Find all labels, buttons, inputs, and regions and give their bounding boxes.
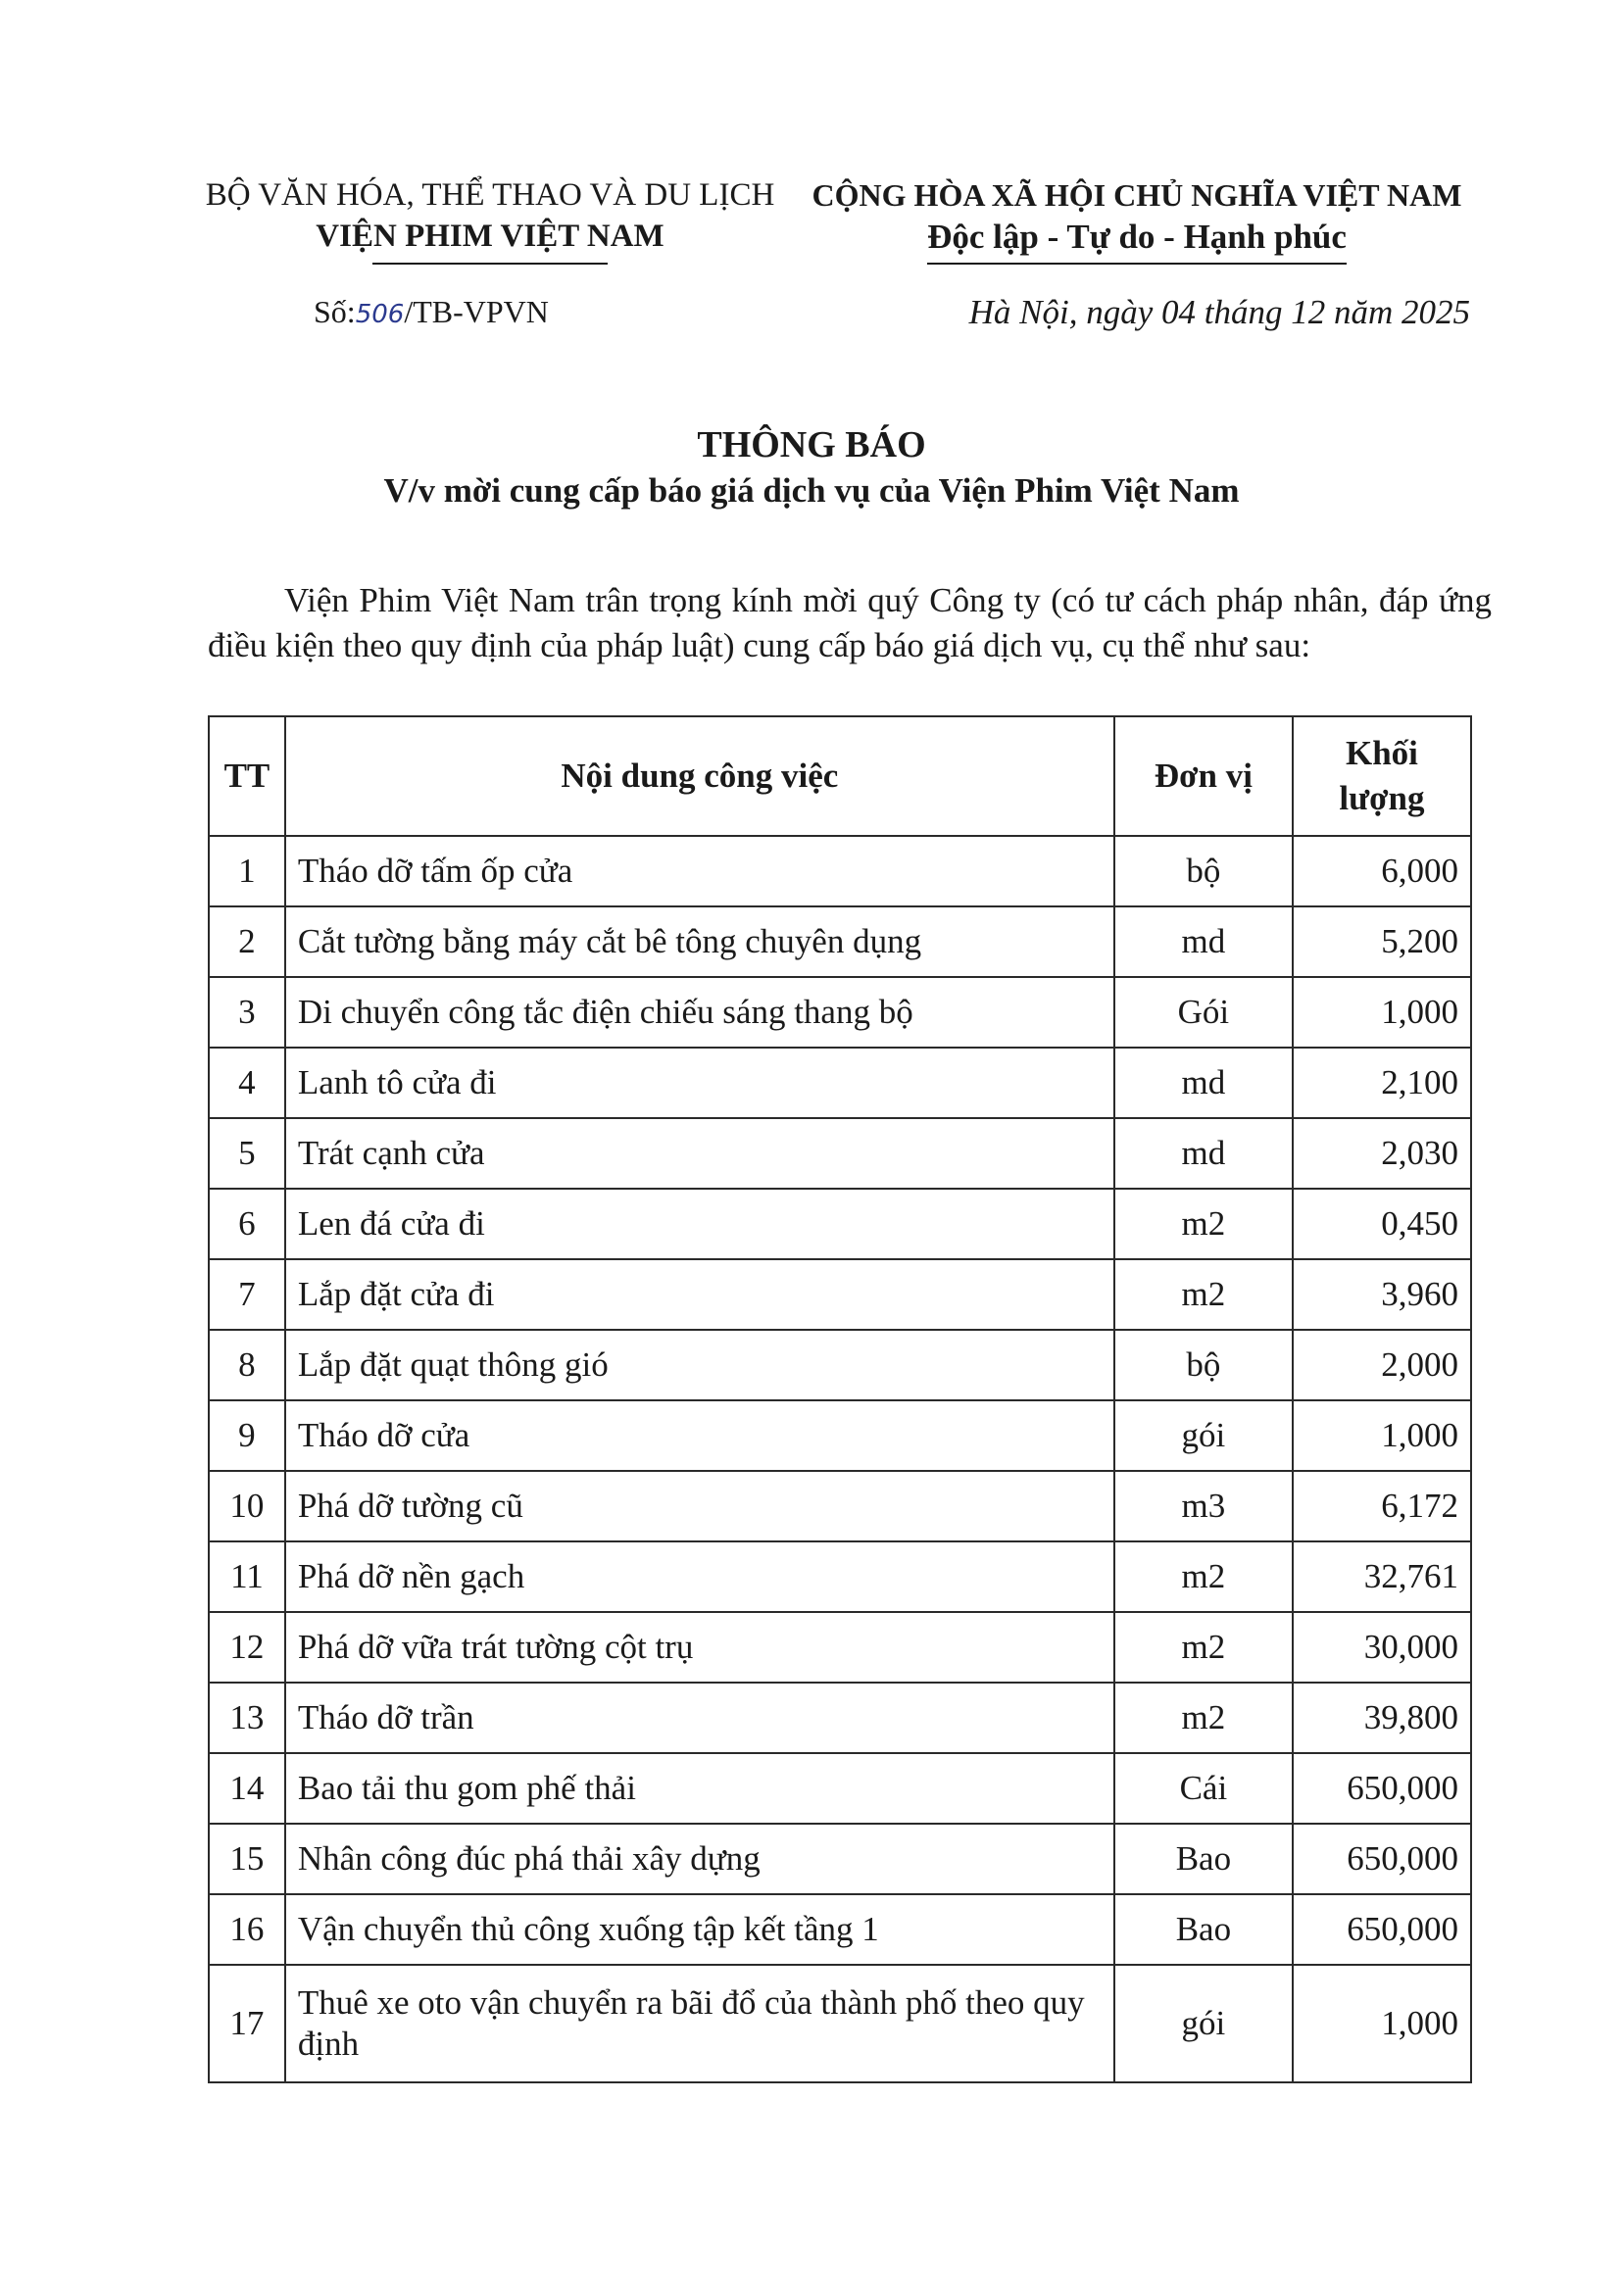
document-subject: V/v mời cung cấp báo giá dịch vụ của Viện Phim Việt Nam <box>383 471 1240 510</box>
cell-tt: 11 <box>209 1541 285 1612</box>
cell-tt: 13 <box>209 1683 285 1753</box>
cell-unit: m2 <box>1114 1259 1293 1330</box>
document-number-handwritten: 506 <box>355 300 405 329</box>
cell-unit: m3 <box>1114 1471 1293 1541</box>
cell-qty: 30,000 <box>1293 1612 1471 1683</box>
table-row <box>209 1400 1471 1471</box>
cell-qty: 3,960 <box>1293 1259 1471 1330</box>
cell-content: Thuê xe oto vận chuyển ra bãi đổ của thành phố theo quy định <box>285 1965 1114 2082</box>
cell-qty: 1,000 <box>1293 1400 1471 1471</box>
document-number-suffix: /TB-VPVN <box>404 294 549 329</box>
cell-unit: m2 <box>1114 1612 1293 1683</box>
cell-unit: Cái <box>1114 1753 1293 1824</box>
table-row <box>209 1753 1471 1824</box>
table-row <box>209 1048 1471 1118</box>
cell-tt: 2 <box>209 906 285 977</box>
table-row <box>209 836 1471 906</box>
cell-unit: Bao <box>1114 1894 1293 1965</box>
header-tt: TT <box>209 716 285 836</box>
cell-unit: md <box>1114 906 1293 977</box>
cell-unit: Gói <box>1114 977 1293 1048</box>
cell-unit: md <box>1114 1048 1293 1118</box>
institute-name: VIỆN PHIM VIỆT NAM <box>316 219 664 254</box>
cell-content: Tháo dỡ tấm ốp cửa <box>285 836 1114 906</box>
cell-qty: 1,000 <box>1293 977 1471 1048</box>
cell-tt: 7 <box>209 1259 285 1330</box>
cell-qty: 2,000 <box>1293 1330 1471 1400</box>
work-items-table <box>208 715 1472 2083</box>
cell-tt: 9 <box>209 1400 285 1471</box>
cell-unit: m2 <box>1114 1189 1293 1259</box>
header-content: Nội dung công việc <box>285 716 1114 836</box>
table-row <box>209 977 1471 1048</box>
cell-tt: 12 <box>209 1612 285 1683</box>
nation-name: CỘNG HÒA XÃ HỘI CHỦ NGHĨA VIỆT NAM <box>812 177 1462 213</box>
table-row <box>209 906 1471 977</box>
cell-qty: 650,000 <box>1293 1753 1471 1824</box>
table-row <box>209 1965 1471 2082</box>
cell-content: Trát cạnh cửa <box>285 1118 1114 1189</box>
cell-qty: 1,000 <box>1293 1965 1471 2082</box>
cell-tt: 16 <box>209 1894 285 1965</box>
cell-tt: 3 <box>209 977 285 1048</box>
cell-content: Phá dỡ tường cũ <box>285 1471 1114 1541</box>
cell-unit: gói <box>1114 1965 1293 2082</box>
cell-qty: 32,761 <box>1293 1541 1471 1612</box>
document-title-block <box>0 421 1623 513</box>
cell-content: Di chuyển công tắc điện chiếu sáng thang bộ <box>285 977 1114 1048</box>
table-row <box>209 1824 1471 1894</box>
cell-content: Bao tải thu gom phế thải <box>285 1753 1114 1824</box>
table-row <box>209 1612 1471 1683</box>
cell-qty: 650,000 <box>1293 1824 1471 1894</box>
cell-unit: bộ <box>1114 1330 1293 1400</box>
cell-unit: m2 <box>1114 1541 1293 1612</box>
cell-unit: m2 <box>1114 1683 1293 1753</box>
cell-unit: Bao <box>1114 1824 1293 1894</box>
cell-content: Len đá cửa đi <box>285 1189 1114 1259</box>
table-row <box>209 1118 1471 1189</box>
cell-tt: 10 <box>209 1471 285 1541</box>
header-qty: Khối lượng <box>1293 716 1471 836</box>
cell-qty: 2,100 <box>1293 1048 1471 1118</box>
table-row <box>209 1541 1471 1612</box>
cell-content: Nhân công đúc phá thải xây dựng <box>285 1824 1114 1894</box>
cell-qty: 650,000 <box>1293 1894 1471 1965</box>
cell-tt: 6 <box>209 1189 285 1259</box>
cell-content: Phá dỡ vữa trát tường cột trụ <box>285 1612 1114 1683</box>
institute-underline <box>372 263 608 265</box>
document-title: THÔNG BÁO <box>697 424 926 465</box>
national-motto: Độc lập - Tự do - Hạnh phúc <box>927 216 1347 265</box>
cell-tt: 14 <box>209 1753 285 1824</box>
cell-qty: 6,172 <box>1293 1471 1471 1541</box>
cell-tt: 17 <box>209 1965 285 2082</box>
cell-content: Lắp đặt cửa đi <box>285 1259 1114 1330</box>
cell-tt: 8 <box>209 1330 285 1400</box>
cell-qty: 5,200 <box>1293 906 1471 977</box>
table-row <box>209 1471 1471 1541</box>
cell-tt: 4 <box>209 1048 285 1118</box>
intro-text: Viện Phim Việt Nam trân trọng kính mời quý Công ty (có tư cách pháp nhân, đáp ứng điều kiện theo quy định của pháp luật) cung cấp báo giá dịch vụ, cụ thể như sau: <box>208 581 1492 664</box>
table-row <box>209 1189 1471 1259</box>
table-row <box>209 1894 1471 1965</box>
cell-content: Lanh tô cửa đi <box>285 1048 1114 1118</box>
cell-content: Tháo dỡ cửa <box>285 1400 1114 1471</box>
ministry-name: BỘ VĂN HÓA, THỂ THAO VÀ DU LỊCH <box>205 177 775 213</box>
table-row <box>209 1683 1471 1753</box>
cell-tt: 15 <box>209 1824 285 1894</box>
cell-content: Lắp đặt quạt thông gió <box>285 1330 1114 1400</box>
cell-unit: md <box>1114 1118 1293 1189</box>
cell-content: Phá dỡ nền gạch <box>285 1541 1114 1612</box>
cell-content: Vận chuyển thủ công xuống tập kết tầng 1 <box>285 1894 1114 1965</box>
cell-content: Tháo dỡ trần <box>285 1683 1114 1753</box>
cell-unit: bộ <box>1114 836 1293 906</box>
cell-tt: 1 <box>209 836 285 906</box>
agency-header <box>186 174 794 265</box>
table-row <box>209 1259 1471 1330</box>
cell-content: Cắt tường bằng máy cắt bê tông chuyên dụng <box>285 906 1114 977</box>
table-header-row <box>209 716 1471 836</box>
document-number-prefix: Số: <box>314 294 356 329</box>
document-number <box>314 292 549 334</box>
intro-paragraph <box>208 578 1492 668</box>
national-header <box>794 174 1480 265</box>
table-row <box>209 1330 1471 1400</box>
cell-qty: 2,030 <box>1293 1118 1471 1189</box>
header-unit: Đơn vị <box>1114 716 1293 836</box>
cell-tt: 5 <box>209 1118 285 1189</box>
document-date: Hà Nội, ngày 04 tháng 12 năm 2025 <box>968 293 1470 331</box>
cell-qty: 6,000 <box>1293 836 1471 906</box>
cell-qty: 39,800 <box>1293 1683 1471 1753</box>
cell-unit: gói <box>1114 1400 1293 1471</box>
cell-qty: 0,450 <box>1293 1189 1471 1259</box>
